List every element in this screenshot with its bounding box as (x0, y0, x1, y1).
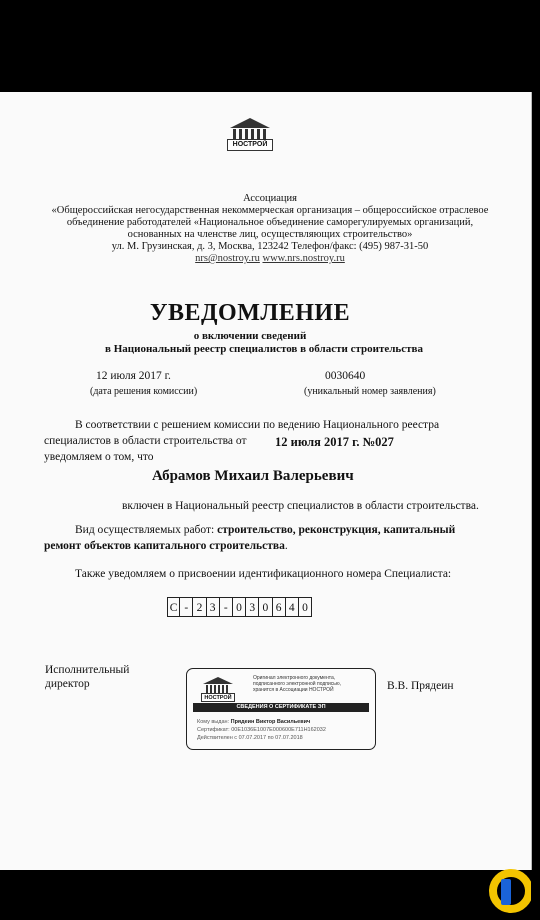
works-line1 (75, 524, 455, 536)
stamp-certificate: Сертификат: 00E1036E1007E000600E711H162032 (197, 727, 326, 733)
subtitle-line1: о включении сведений (193, 330, 307, 342)
specialist-id-cell: 0 (299, 597, 312, 617)
specialist-id-cell: - (180, 597, 193, 617)
body-para1-line1: В соответствии с решением комиссии по ведению Национального реестра (75, 419, 440, 431)
stamp-logo: НОСТРОЙ (201, 677, 235, 703)
signer-position-line2: директор (45, 678, 90, 690)
stamp-validity: Действителен с 07.07.2017 по 07.07.2018 (197, 735, 303, 741)
signer-name: В.В. Прядеин (387, 680, 454, 692)
specialist-id-cell: 4 (286, 597, 299, 617)
decision-date-caption: (дата решения комиссии) (90, 386, 198, 397)
specialist-id-cell: 6 (273, 597, 286, 617)
specialist-id-cell: 2 (193, 597, 206, 617)
electronic-signature-stamp (186, 668, 376, 750)
header-line1: «Общероссийская негосударственная некоммерческая организация – общероссийское отраслевое (51, 205, 489, 216)
application-number-caption: (уникальный номер заявления) (304, 386, 436, 397)
header-line2: объединение работодателей «Национальное объединение саморегулируемых организаций, (66, 217, 474, 228)
works-label: Вид осуществляемых работ: (75, 524, 215, 536)
specialist-id-cell: 0 (233, 597, 246, 617)
header-contacts (20, 253, 520, 266)
works-value-line2: ремонт объектов капитального строительства (44, 540, 285, 552)
subtitle-line2: в Национальный реестр специалистов в области строительства (105, 343, 423, 355)
website-link[interactable]: www.nrs.nostroy.ru (262, 253, 345, 264)
works-line2: ремонт объектов капитального строительства. (44, 540, 288, 552)
application-number: 0030640 (325, 370, 366, 382)
header-line3: основанных на членстве лиц, осуществляющих строительство» (127, 229, 413, 240)
person-name: Абрамов Михаил Валерьевич (152, 468, 354, 484)
decision-date: 12 июля 2017 г. (96, 370, 171, 382)
id-notice: Также уведомляем о присвоении идентификационного номера Специалиста: (75, 568, 452, 580)
app-watermark-icon (485, 865, 531, 915)
email-link[interactable]: nrs@nostroy.ru (195, 253, 260, 264)
header-address: ул. М. Грузинская, д. 3, Москва, 123242 Телефон/факс: (495) 987-31-50 (111, 241, 429, 252)
specialist-id-cell: 0 (259, 597, 272, 617)
specialist-id-cell: 3 (207, 597, 220, 617)
specialist-id-cell: С (167, 597, 180, 617)
body-para1-line3: уведомляем о том, что (44, 451, 154, 463)
logo-text: НОСТРОЙ (227, 139, 273, 151)
header-association: Ассоциация (243, 193, 297, 204)
body-para1-line2: специалистов в области строительства от (44, 435, 247, 447)
stamp-issued-to: Кому выдан: Прядеин Виктор Васильевич (197, 719, 311, 725)
specialist-id-cell: 3 (246, 597, 259, 617)
works-value-line1: строительство, реконструкция, капитальный (217, 524, 456, 536)
specialist-id-cell: - (220, 597, 233, 617)
document-title: УВЕДОМЛЕНИЕ (149, 300, 351, 326)
specialist-id-boxes (167, 597, 312, 617)
stamp-original-note: Оригинал электронного документа, подписанного электронной подписью, хранится в Ассоциации НОСТРОЙ (253, 675, 342, 693)
signer-position-line1: Исполнительный (45, 664, 130, 676)
stamp-band: СВЕДЕНИЯ О СЕРТИФИКАТЕ ЭП (193, 703, 369, 712)
nostroy-logo (227, 118, 273, 152)
included-statement: включен в Национальный реестр специалистов в области строительства. (122, 500, 479, 512)
decision-reference: 12 июля 2017 г. №027 (275, 435, 394, 449)
